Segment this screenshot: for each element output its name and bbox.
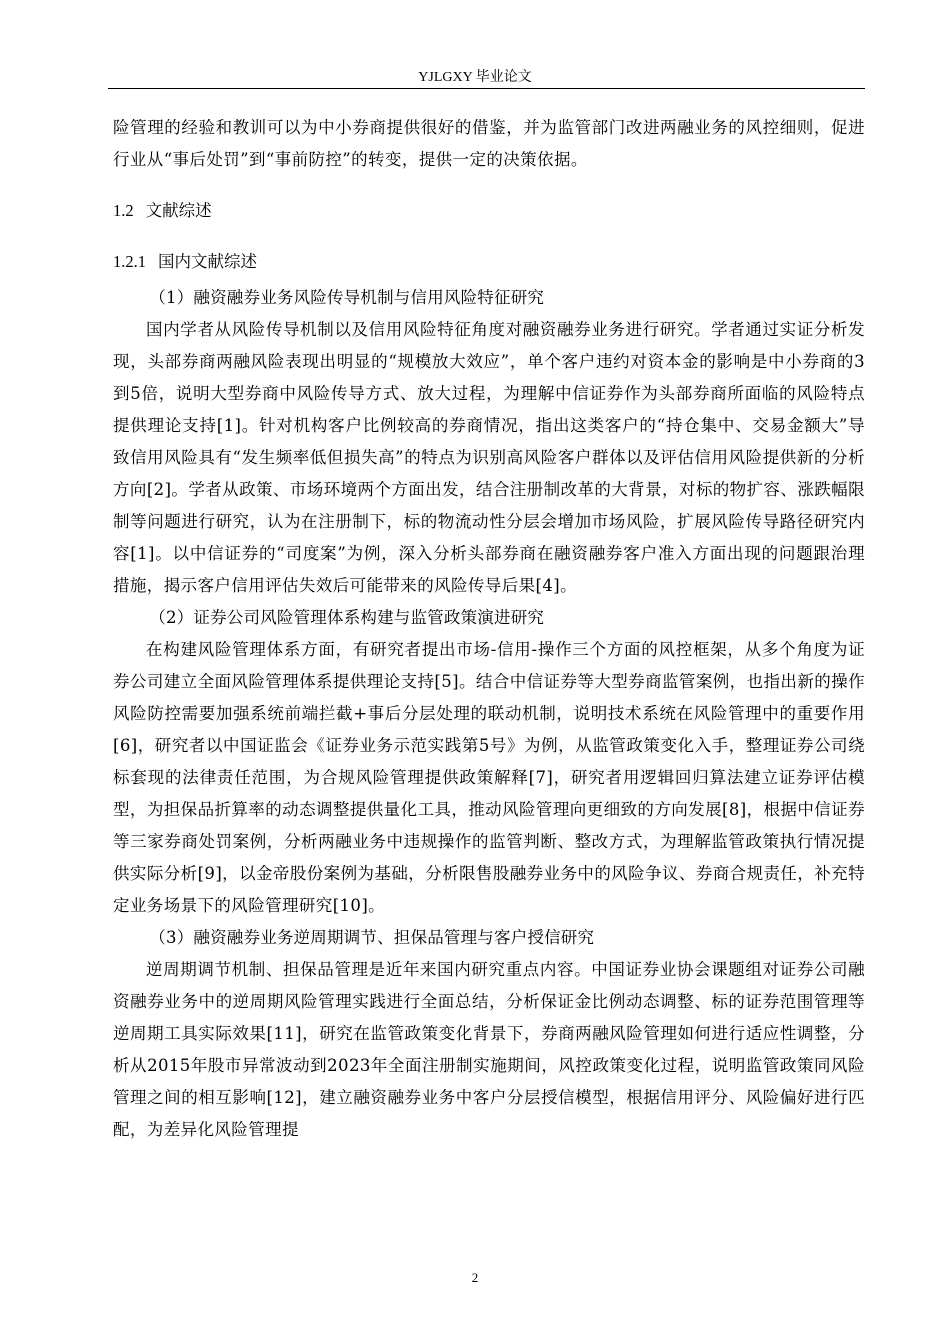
- section-number: 1.2: [113, 201, 134, 220]
- subsection-paragraph-1: 国内学者从风险传导机制以及信用风险特征角度对融资融券业务进行研究。学者通过实证分析发现，头部券商两融风险表现出明显的“规模放大效应”，单个客户违约对资本金的影响是中小券商的3到5倍，说明大型券商中风险传导方式、放大过程，为理解中信证券作为头部券商所面临的风险特点提供理论支持[1]。针对机构客户比例较高的券商情况，指出这类客户的“持仓集中、交易金额大”导致信用风险具有“发生频率低但损失高”的特点为识别高风险客户群体以及评估信用风险提供新的分析方向[2]。学者从政策、市场环境两个方面出发，结合注册制改革的大背景，对标的物扩容、涨跌幅限制等问题进行研究，认为在注册制下，标的物流动性分层会增加市场风险，扩展风险传导路径研究内容[1]。以中信证券的“司度案”为例，深入分析头部券商在融资融券客户准入方面出现的问题跟治理措施，揭示客户信用评估失效后可能带来的风险传导后果[4]。: [113, 320, 865, 595]
- subsection-heading-1: （1）融资融券业务风险传导机制与信用风险特征研究: [149, 288, 545, 307]
- subsection-number: 1.2.1: [113, 252, 146, 271]
- section-title: 文献综述: [145, 201, 212, 220]
- running-header: YJLGXY 毕业论文: [418, 70, 532, 85]
- subsection-paragraph-3: 逆周期调节机制、担保品管理是近年来国内研究重点内容。中国证券业协会课题组对证券公司融资融券业务中的逆周期风险管理实践进行全面总结，分析保证金比例动态调整、标的证券范围管理等逆周期工具实际效果[11]，研究在监管政策变化背景下，券商两融风险管理如何进行适应性调整，分析从2015年股市异常波动到2023年全面注册制实施期间，风控政策变化过程，说明监管政策同风险管理之间的相互影响[12]，建立融资融券业务中客户分层授信模型，根据信用评分、风险偏好进行匹配，为差异化风险管理提: [113, 960, 865, 1139]
- opening-paragraph: 险管理的经验和教训可以为中小券商提供很好的借鉴，并为监管部门改进两融业务的风控细则，促进行业从“事后处罚”到“事前防控”的转变，提供一定的决策依据。: [113, 118, 865, 169]
- subsection-heading-3: （3）融资融券业务逆周期调节、担保品管理与客户授信研究: [149, 928, 595, 947]
- subsection-paragraph-2: 在构建风险管理体系方面，有研究者提出市场-信用-操作三个方面的风控框架，从多个角度为证券公司建立全面风险管理体系提供理论支持[5]。结合中信证券等大型券商监管案例，也指出新的操作风险防控需要加强系统前端拦截+事后分层处理的联动机制，说明技术系统在风险管理中的重要作用[6]，研究者以中国证监会《证券业务示范实践第5号》为例，从监管政策变化入手，整理证券公司绕标套现的法律责任范围，为合规风险管理提供政策解释[7]，研究者用逻辑回归算法建立证券评估模型，为担保品折算率的动态调整提供量化工具，推动风险管理向更细致的方向发展[8]，根据中信证券等三家券商处罚案例，分析两融业务中违规操作的监管判断、整改方式，为理解监管政策执行情况提供实际分析[9]，以金帝股份案例为基础，分析限售股融券业务中的风险争议、券商合规责任，补充特定业务场景下的风险管理研究[10]。: [113, 640, 865, 915]
- section-heading-1-2-1: [113, 246, 865, 278]
- page-number: 2: [471, 1270, 479, 1285]
- header-rule: [108, 88, 865, 89]
- page-body: [113, 112, 865, 1146]
- subsection-heading-2: （2）证券公司风险管理体系构建与监管政策演进研究: [149, 608, 545, 627]
- section-heading-1-2: [113, 195, 865, 227]
- subsection-title: 国内文献综述: [158, 252, 257, 271]
